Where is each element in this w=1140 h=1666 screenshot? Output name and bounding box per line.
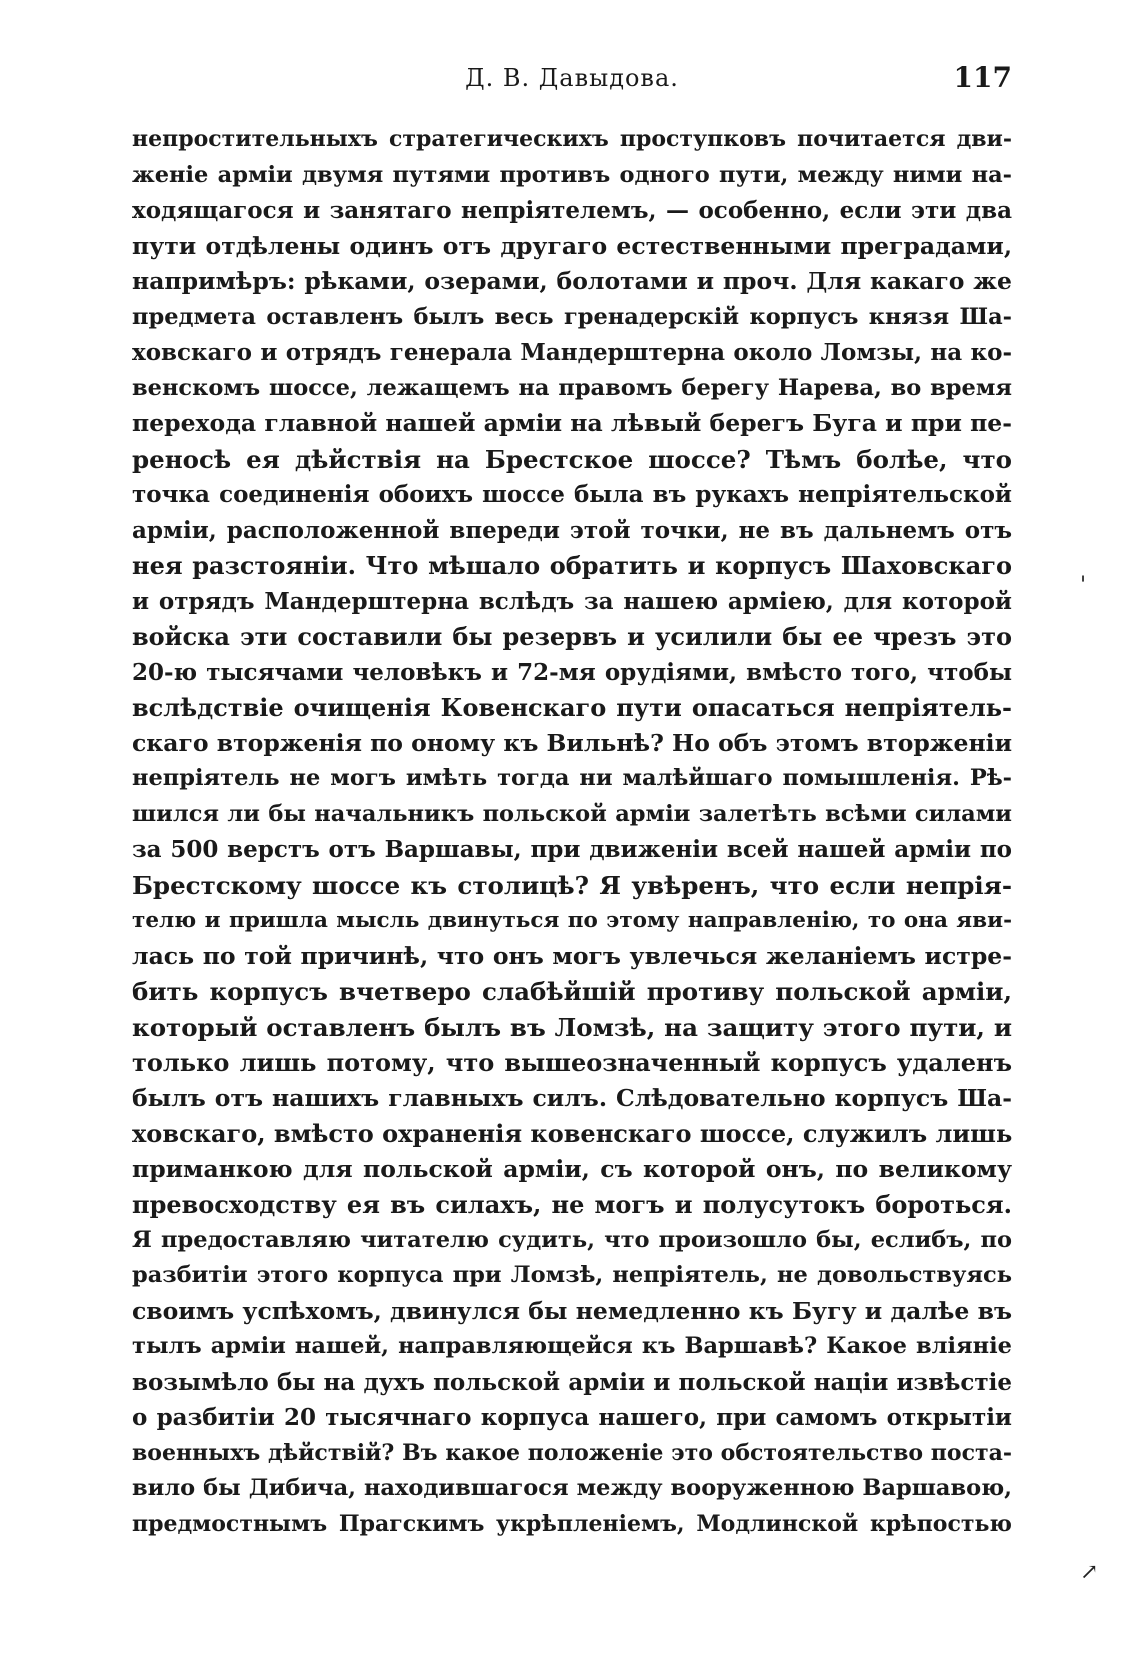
text-line: перехода главной нашей арміи на лѣвый берегъ Буга и при пе- <box>132 409 1012 437</box>
text-line: реносѣ ея дѣйствія на Брестское шоссе? Тѣмъ болѣе, что <box>132 444 1012 474</box>
running-head: Д. В. Давыдова. <box>465 64 679 92</box>
text-line: лась по той причинѣ, что онъ могъ увлечься желаніемъ истре- <box>132 941 1012 970</box>
text-line: войска эти составили бы резервъ и усилили бы ее чрезъ это <box>132 622 1012 651</box>
text-line: разбитіи этого корпуса при Ломзѣ, непріятель, не довольствуясь <box>132 1262 1012 1288</box>
page-header <box>132 58 1012 98</box>
text-line: за 500 верстъ отъ Варшавы, при движеніи всей нашей арміи по <box>132 836 1012 863</box>
text-line: непріятель не могъ имѣть тогда ни малѣйшаго помышленія. Рѣ- <box>132 765 1012 791</box>
text-line: тылъ арміи нашей, направляющейся къ Варшавѣ? Какое вліяніе <box>132 1333 1012 1359</box>
text-line: ховскаго, вмѣсто охраненія ковенскаго шоссе, служилъ лишь <box>132 1119 1012 1148</box>
page-number: 117 <box>953 61 1012 94</box>
text-line: Брестскому шоссе къ столицѣ? Я увѣренъ, что если непрія- <box>132 870 1012 900</box>
text-line: бить корпусъ вчетверо слабѣйшій противу польской арміи, <box>132 977 1012 1006</box>
text-line: шился ли бы начальникъ польской арміи залетѣть всѣми силами <box>132 800 1012 827</box>
body-text <box>132 122 1012 1542</box>
text-line: возымѣло бы на духъ польской арміи и польской націи извѣстіе <box>132 1368 1012 1396</box>
text-line: женіе арміи двумя путями противъ одного пути, между ними на- <box>132 161 1012 188</box>
text-line: пути отдѣлены одинъ отъ другаго естественными преградами, <box>132 231 1012 260</box>
text-line: только лишь потому, что вышеозначенный корпусъ удаленъ <box>132 1048 1012 1077</box>
text-line: предмета оставленъ былъ весь гренадерскій корпусъ князя Ша- <box>132 303 1012 330</box>
text-line: вило бы Дибича, находившагося между вооруженною Варшавою, <box>132 1475 1012 1501</box>
text-line: скаго вторженія по оному къ Вильнѣ? Но объ этомъ вторженіи <box>132 728 1012 757</box>
text-line: предмостнымъ Прагскимъ укрѣпленіемъ, Модлинской крѣпостью <box>132 1510 1012 1537</box>
text-line: превосходству ея въ силахъ, не могъ и полусутокъ бороться. <box>132 1190 1012 1219</box>
text-line: арміи, расположенной впереди этой точки, не въ дальнемъ отъ <box>132 516 1012 544</box>
text-line: о разбитіи 20 тысячнаго корпуса нашего, при самомъ открытіи <box>132 1404 1012 1431</box>
text-line: вслѣдствіе очищенія Ковенскаго пути опасаться непріятель- <box>132 693 1012 722</box>
text-line: ходящагося и занятаго непріятелемъ, — особенно, если эти два <box>132 197 1012 224</box>
text-line: своимъ успѣхомъ, двинулся бы немедленно къ Бугу и далѣе въ <box>132 1296 1012 1325</box>
text-line: который оставленъ былъ въ Ломзѣ, на защиту этого пути, и <box>132 1012 1012 1042</box>
margin-mark: ↗ <box>1080 1560 1099 1585</box>
text-line: точка соединенія обоихъ шоссе была въ рукахъ непріятельской <box>132 481 1012 508</box>
margin-mark: ' <box>1080 573 1087 598</box>
text-line: непростительныхъ стратегическихъ проступковъ почитается дви- <box>132 126 1012 152</box>
text-line: ховскаго и отрядъ генерала Мандерштерна около Ломзы, на ко- <box>132 339 1012 366</box>
text-line: нея разстояніи. Что мѣшало обратить и корпусъ Шаховскаго <box>132 551 1012 580</box>
text-line: былъ отъ нашихъ главныхъ силъ. Слѣдовательно корпусъ Ша- <box>132 1083 1012 1112</box>
text-line: приманкою для польской арміи, съ которой онъ, по великому <box>132 1154 1012 1183</box>
text-line: телю и пришла мысль двинуться по этому направленію, то она яви- <box>132 908 1012 933</box>
text-line: венскомъ шоссе, лежащемъ на правомъ берегу Нарева, во время <box>132 374 1012 401</box>
text-line: Я предоставляю читателю судить, что произошло бы, еслибъ, по <box>132 1226 1012 1253</box>
text-line: военныхъ дѣйствій? Въ какое положеніе это обстоятельство поста- <box>132 1439 1012 1466</box>
text-line: 20-ю тысячами человѣкъ и 72-мя орудіями, вмѣсто того, чтобы <box>132 658 1012 686</box>
text-line: напримѣръ: рѣками, озерами, болотами и проч. Для какаго же <box>132 267 1012 295</box>
text-line: и отрядъ Мандерштерна вслѣдъ за нашею арміею, для которой <box>132 587 1012 615</box>
